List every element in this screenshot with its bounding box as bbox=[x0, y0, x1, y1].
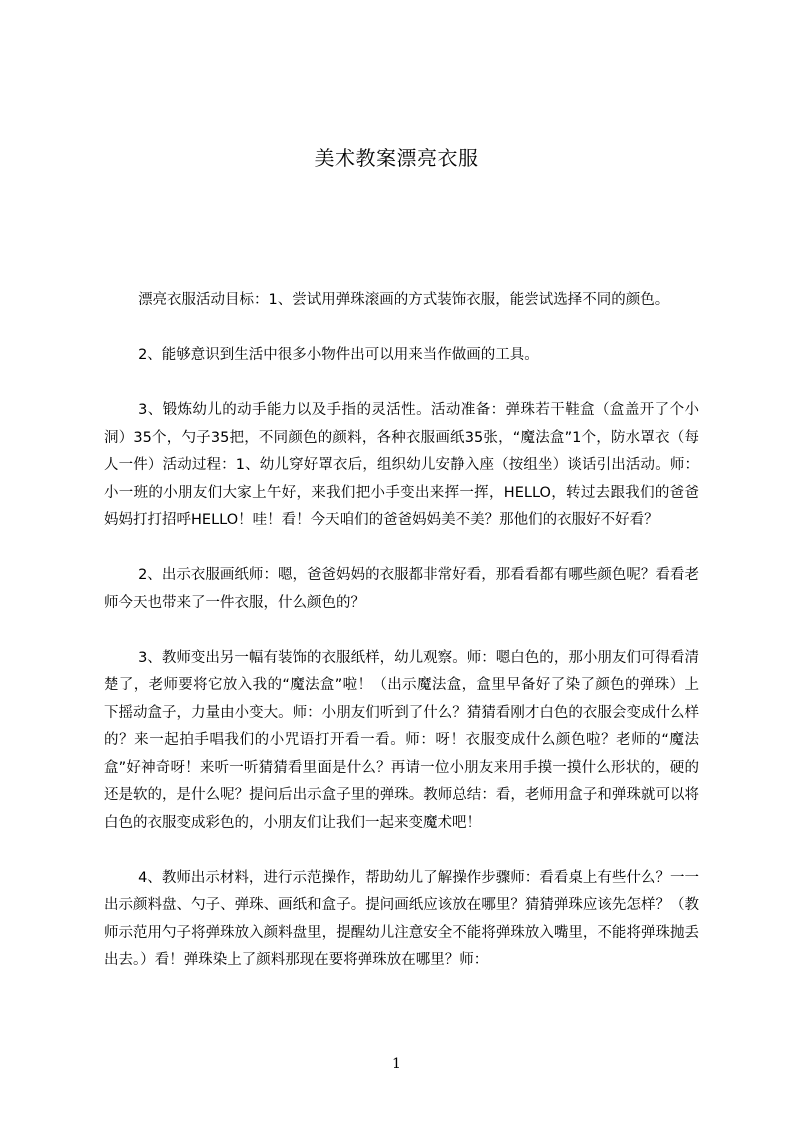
paragraph-awareness: 2、能够意识到生活中很多小物件出可以用来当作做画的工具。 bbox=[138, 347, 539, 363]
document-title: 美术教案漂亮衣服 bbox=[314, 146, 479, 170]
paragraph-preparation: 3、锻炼幼儿的动手能力以及手指的灵活性。活动准备：弹珠若干鞋盒（盒盖开了个小洞）35个，勺子35把，不同颜色的颜料，各种衣服画纸35张，“魔法盒”1个，防水罩衣（每人一件）活动过程：1、幼儿穿好罩衣后，组织幼儿安静入座（按组坐）谈话引出活动。师：小一班的小朋友们大家上午好，来我们把小手变出来挥一挥，HELLO，转过去跟我们的爸爸妈妈打打招呼HELLO！哇！看！今天咱们的爸爸妈妈美不美？那他们的衣服好不好看？ bbox=[104, 402, 699, 528]
paragraph-demonstration: 4、教师出示材料，进行示范操作，帮助幼儿了解操作步骤师：看看桌上有些什么？一一出示颜料盘、勺子、弹珠、画纸和盒子。提问画纸应该放在哪里？猜猜弹珠应该先怎样？（教师示范用勺子将弹珠放入颜料盘里，提醒幼儿注意安全不能将弹珠放入嘴里，不能将弹珠抛丢出去。）看！弹珠染上了颜料那现在要将弹珠放在哪里？师： bbox=[104, 869, 699, 968]
paragraph-goals: 漂亮衣服活动目标：1、尝试用弹珠滚画的方式装饰衣服，能尝试选择不同的颜色。 bbox=[138, 292, 670, 308]
page-number: 1 bbox=[392, 1056, 401, 1072]
document-body bbox=[104, 287, 699, 975]
paragraph-show-paper: 2、出示衣服画纸师：嗯，爸爸妈妈的衣服都非常好看，那看看都有哪些颜色呢？看看老师今天也带来了一件衣服，什么颜色的？ bbox=[104, 567, 699, 611]
paragraph-magic-box: 3、教师变出另一幅有装饰的衣服纸样，幼儿观察。师：嗯白色的，那小朋友们可得看清楚了，老师要将它放入我的“魔法盒”啦！（出示魔法盒，盒里早备好了染了颜色的弹珠）上下摇动盒子，力量由小变大。师：小朋友们听到了什么？猜猜看刚才白色的衣服会变成什么样的？来一起拍手唱我们的小咒语打开看一看。师：呀！衣服变成什么颜色啦？老师的“魔法盒”好神奇呀！来听一听猜猜看里面是什么？再请一位小朋友来用手摸一摸什么形状的，硬的还是软的，是什么呢？提问后出示盒子里的弹珠。教师总结：看，老师用盒子和弹珠就可以将白色的衣服变成彩色的，小朋友们让我们一起来变魔术吧！ bbox=[104, 649, 699, 831]
